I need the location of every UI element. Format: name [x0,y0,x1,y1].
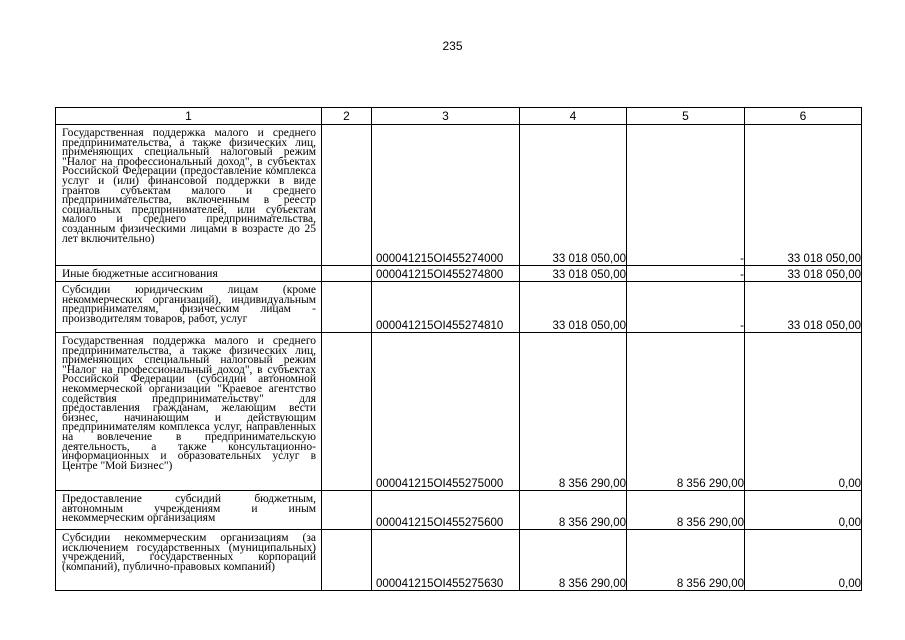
row-col5: 8 356 290,00 [627,333,745,491]
row-code: 000041215OI455275630 [372,530,520,591]
column-header: 1 [56,108,322,125]
row-description: Государственная поддержка малого и среднего предпринимательства, а также физических лиц, применяющих специальный налоговый режим "Налог на профессиональный доход", в субъектах Российской Федерации (субсидии автономной некоммерческой организации "Краевое агентство содействия предпринимательству" для предоставления гражданам, желающим вести бизнес, начинающим и действующим предпринимателям комплекса услуг, направленных на вовлечение в предпринимательскую деятельность, а также консультационно-информационных и образовательных услуг в Центре "Мой Бизнес") [56,333,322,491]
row-col2 [322,530,372,591]
row-col4: 8 356 290,00 [520,491,627,530]
row-col4: 8 356 290,00 [520,530,627,591]
row-col6: 33 018 050,00 [745,266,862,282]
row-code: 000041215OI455274810 [372,282,520,333]
column-header: 6 [745,108,862,125]
row-col2 [322,125,372,266]
row-code: 000041215OI455274000 [372,125,520,266]
table-row [56,266,862,282]
column-header: 4 [520,108,627,125]
row-col4: 33 018 050,00 [520,125,627,266]
row-col2 [322,266,372,282]
table-row [56,282,862,333]
column-header: 3 [372,108,520,125]
row-description: Государственная поддержка малого и среднего предпринимательства, а также физических лиц, применяющих специальный налоговый режим "Налог на профессиональный доход", в субъектах Российской Федерации (предоставление комплекса услуг и (или) финансовой поддержки в виде грантов субъектам малого и среднего предпринимательства, включенным в реестр социальных предпринимателей, или субъектам малого и среднего предпринимательства, созданным физическими лицами в возрасте до 25 лет включительно) [56,125,322,266]
row-col2 [322,282,372,333]
table-row [56,125,862,266]
column-header: 2 [322,108,372,125]
row-description: Субсидии юридическим лицам (кроме некоммерческих организаций), индивидуальным предпринимателям, физическим лицам - производителям товаров, работ, услуг [56,282,322,333]
row-col5: - [627,266,745,282]
row-col6: 33 018 050,00 [745,282,862,333]
row-col5: - [627,282,745,333]
row-col6: 0,00 [745,491,862,530]
budget-table [55,107,862,591]
table-row [56,333,862,491]
row-col5: 8 356 290,00 [627,491,745,530]
row-col6: 0,00 [745,333,862,491]
row-col4: 33 018 050,00 [520,282,627,333]
row-col4: 33 018 050,00 [520,266,627,282]
row-col5: - [627,125,745,266]
column-header: 5 [627,108,745,125]
table-header-row [56,108,862,125]
row-col2 [322,333,372,491]
page-number: 235 [442,39,463,53]
row-code: 000041215OI455274800 [372,266,520,282]
row-description: Иные бюджетные ассигнования [56,266,322,282]
row-description: Предоставление субсидий бюджетным, автономным учреждениям и иным некоммерческим организациям [56,491,322,530]
row-col6: 0,00 [745,530,862,591]
row-col6: 33 018 050,00 [745,125,862,266]
row-col4: 8 356 290,00 [520,333,627,491]
table-row [56,491,862,530]
row-col2 [322,491,372,530]
row-description: Субсидии некоммерческим организациям (за исключением государственных (муниципальных) учреждений, государственных корпораций (компаний), публично-правовых компаний) [56,530,322,591]
row-col5: 8 356 290,00 [627,530,745,591]
row-code: 000041215OI455275000 [372,333,520,491]
row-code: 000041215OI455275600 [372,491,520,530]
table-row [56,530,862,591]
